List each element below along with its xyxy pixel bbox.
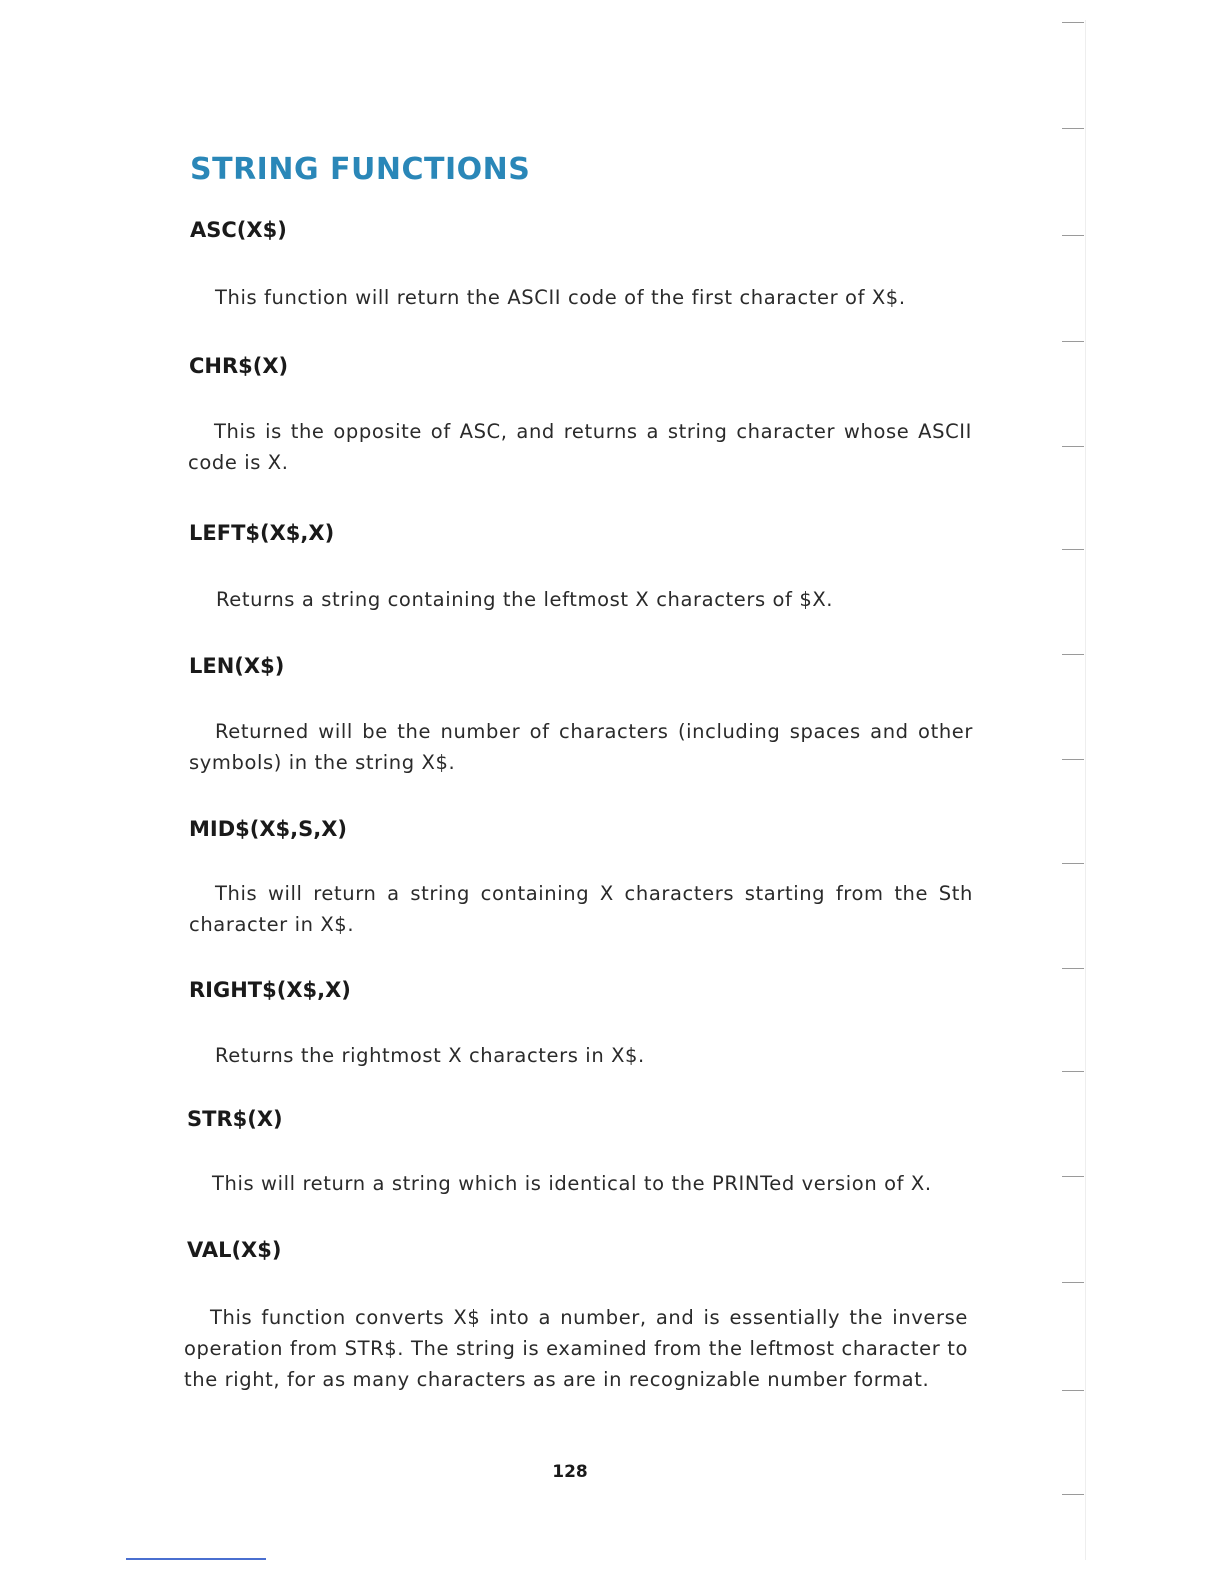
- function-heading-str: STR$(X): [187, 1107, 283, 1131]
- function-description-str: This will return a string which is identical to the PRINTed version of X.: [212, 1172, 932, 1195]
- edge-tick: [1062, 968, 1084, 969]
- function-heading-val: VAL(X$): [187, 1238, 282, 1262]
- function-heading-left: LEFT$(X$,X): [189, 521, 335, 545]
- page-title: STRING FUNCTIONS: [190, 152, 531, 187]
- function-description-mid: This will return a string containing X characters starting from the Sth character in X$.: [189, 882, 973, 936]
- function-description-len: Returned will be the number of characters (including spaces and other symbols) in the string X$.: [189, 720, 973, 774]
- function-description-chr: This is the opposite of ASC, and returns a string character whose ASCII code is X.: [188, 420, 972, 474]
- bottom-rule: [126, 1558, 266, 1560]
- edge-tick: [1062, 446, 1084, 447]
- function-heading-chr: CHR$(X): [189, 354, 289, 378]
- edge-tick: [1062, 128, 1084, 129]
- edge-tick: [1062, 759, 1084, 760]
- edge-tick: [1062, 654, 1084, 655]
- edge-tick: [1062, 1176, 1084, 1177]
- function-description-val: This function converts X$ into a number, and is essentially the inverse operation from STR$. The string is examined from the leftmost character to the right, for as many characters as are in recognizable number format.: [184, 1306, 968, 1391]
- edge-tick: [1062, 1282, 1084, 1283]
- edge-tick: [1062, 22, 1084, 23]
- function-heading-len: LEN(X$): [189, 654, 285, 678]
- function-heading-right: RIGHT$(X$,X): [189, 978, 351, 1002]
- edge-tick: [1062, 1390, 1084, 1391]
- edge-tick: [1062, 235, 1084, 236]
- edge-tick: [1062, 863, 1084, 864]
- function-description-left: Returns a string containing the leftmost X characters of $X.: [216, 588, 834, 611]
- function-description-right: Returns the rightmost X characters in X$.: [215, 1044, 645, 1067]
- page-number: 128: [552, 1462, 588, 1482]
- binder-edge-ticks: [1060, 0, 1090, 1584]
- edge-tick: [1062, 1494, 1084, 1495]
- function-heading-asc: ASC(X$): [190, 218, 287, 242]
- edge-tick: [1062, 549, 1084, 550]
- edge-tick: [1062, 341, 1084, 342]
- edge-tick: [1062, 1071, 1084, 1072]
- function-heading-mid: MID$(X$,S,X): [189, 817, 348, 841]
- function-description-asc: This function will return the ASCII code of the first character of X$.: [215, 286, 906, 309]
